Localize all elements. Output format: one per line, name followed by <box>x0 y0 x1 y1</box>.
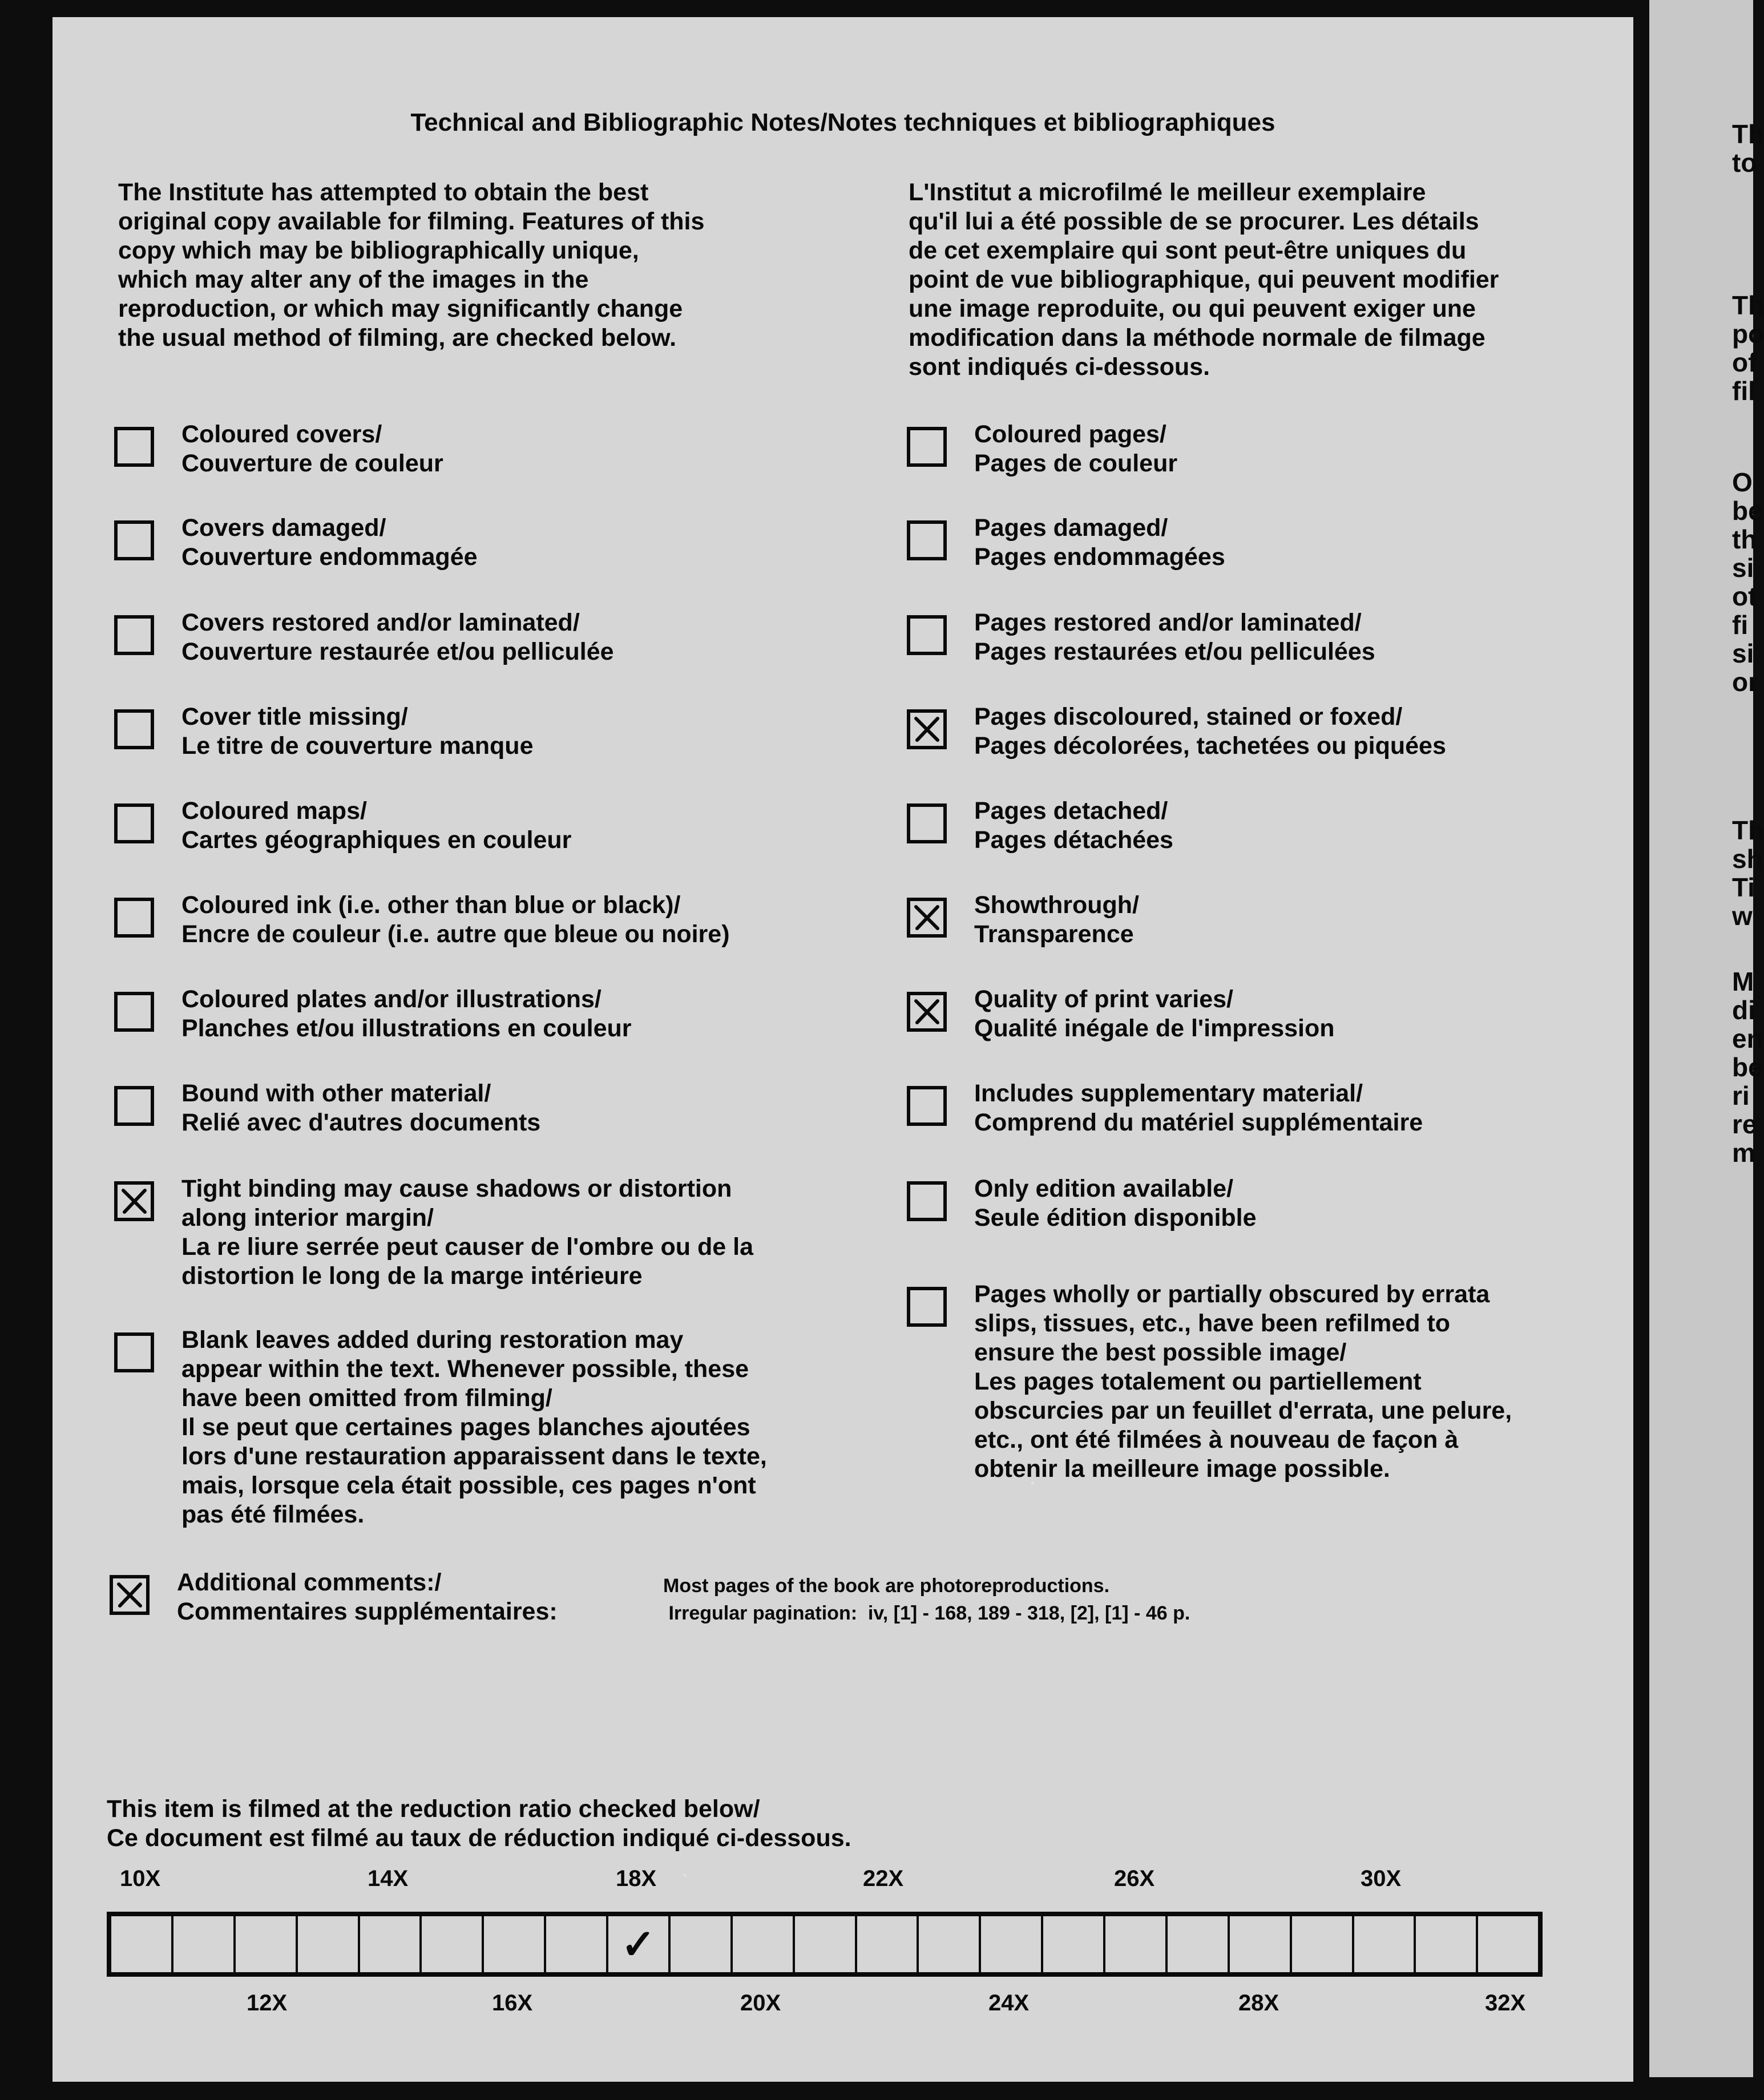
adjacent-page-strip <box>1649 0 1764 2077</box>
reduction-ratio-cell[interactable] <box>298 1916 360 1972</box>
left-item-label: Cover title missing/ Le titre de couverture manque <box>181 703 534 760</box>
adjacent-fragment-4: Th sh Ti w <box>1732 815 1764 931</box>
ratio-label-26x: 26X <box>1114 1866 1155 1891</box>
left-item-checkbox[interactable] <box>114 427 154 467</box>
right-item-checkbox[interactable] <box>907 709 947 749</box>
reduction-ratio-cell[interactable] <box>981 1916 1043 1972</box>
ratio-label-30x: 30X <box>1361 1866 1402 1891</box>
right-item-checkbox[interactable] <box>907 427 947 467</box>
left-item-checkbox[interactable] <box>114 1181 154 1221</box>
intro-french: L'Institut a microfilmé le meilleur exemplaire qu'il lui a été possible de se procurer. Les détails de cet exemplaire qui sont peut-être uniques du point de vue bibliographique, qui peuvent modifier une image reproduite, ou qui peuvent exiger une modification dans la méthode normale de filmage sont indiqués ci-dessous. <box>909 179 1499 381</box>
reduction-ratio-cell[interactable] <box>422 1916 484 1972</box>
reduction-ratio-cell[interactable] <box>857 1916 919 1972</box>
right-item-label: Pages discoloured, stained or foxed/ Pages décolorées, tachetées ou piquées <box>974 703 1446 760</box>
right-item-checkbox[interactable] <box>907 898 947 938</box>
right-item-label: Includes supplementary material/ Comprend du matériel supplémentaire <box>974 1080 1423 1136</box>
page-title: Technical and Bibliographic Notes/Notes techniques et bibliographiques <box>410 108 1275 136</box>
ratio-label-32x: 32X <box>1485 1990 1526 2016</box>
reduction-ratio-cell[interactable] <box>1354 1916 1416 1972</box>
left-item-checkbox[interactable] <box>114 1332 154 1372</box>
reduction-ratio-cell[interactable] <box>1478 1916 1538 1972</box>
ratio-label-24x: 24X <box>988 1990 1030 2016</box>
left-item-checkbox[interactable] <box>114 615 154 655</box>
ratio-label-18x: 18X <box>616 1866 657 1891</box>
ratio-label-20x: 20X <box>740 1990 781 2016</box>
left-item-checkbox[interactable] <box>114 1086 154 1126</box>
reduction-ratio-cell[interactable] <box>1230 1916 1292 1972</box>
right-item-checkbox[interactable] <box>907 803 947 843</box>
left-item-label: Coloured ink (i.e. other than blue or black)/ Encre de couleur (i.e. autre que bleue ou noire) <box>181 891 730 948</box>
reduction-ratio-cell[interactable] <box>1292 1916 1354 1972</box>
right-item-checkbox[interactable] <box>907 992 947 1032</box>
right-item-label: Coloured pages/ Pages de couleur <box>974 421 1178 477</box>
left-item-checkbox[interactable] <box>114 520 154 560</box>
reduction-ratio-cell[interactable] <box>111 1916 173 1972</box>
left-item-checkbox[interactable] <box>114 709 154 749</box>
left-item-label: Coloured maps/ Cartes géographiques en couleur <box>181 797 572 854</box>
reduction-ratio-cell[interactable] <box>671 1916 733 1972</box>
intro-english: The Institute has attempted to obtain the best original copy available for filming. Features of this copy which may be bibliographically unique, which may alter any of the images in the reproduction, or which may significantly change the usual method of filming, are checked below. <box>118 179 705 352</box>
right-item-label: Showthrough/ Transparence <box>974 891 1139 948</box>
right-item-label: Pages wholly or partially obscured by errata slips, tissues, etc., have been refilmed to ensure the best possible image/ Les pages totalement ou partiellement obscurcies par un feuillet d'errata, une pelure, etc., ont été filmées à nouveau de façon à obtenir la meilleure image possible. <box>974 1281 1512 1483</box>
right-item-checkbox[interactable] <box>907 1181 947 1221</box>
right-item-checkbox[interactable] <box>907 520 947 560</box>
reduction-ratio-cell[interactable] <box>236 1916 298 1972</box>
left-item-label: Coloured plates and/or illustrations/ Planches et/ou illustrations en couleur <box>181 986 632 1042</box>
additional-comments-checkbox[interactable] <box>110 1575 150 1615</box>
right-item-checkbox[interactable] <box>907 1086 947 1126</box>
right-item-label: Pages restored and/or laminated/ Pages restaurées et/ou pelliculées <box>974 609 1375 665</box>
left-item-label: Bound with other material/ Relié avec d'autres documents <box>181 1080 541 1136</box>
ratio-label-28x: 28X <box>1238 1990 1279 2016</box>
adjacent-fragment-2: Th po of fil <box>1732 290 1764 406</box>
notes-sheet <box>53 17 1633 2082</box>
left-item-checkbox[interactable] <box>114 992 154 1032</box>
additional-comments-label: Additional comments:/ Commentaires supplémentaires: <box>177 1569 558 1625</box>
right-item-checkbox[interactable] <box>907 1287 947 1327</box>
check-mark-icon: ✓ <box>621 1922 656 1968</box>
reduction-ratio-cell[interactable] <box>1043 1916 1105 1972</box>
ratio-label-14x: 14X <box>368 1866 409 1891</box>
left-item-checkbox[interactable] <box>114 803 154 843</box>
ratio-label-10x: 10X <box>120 1866 161 1891</box>
reduction-ratio-grid <box>107 1912 1543 1977</box>
left-item-checkbox[interactable] <box>114 898 154 938</box>
left-item-label: Covers damaged/ Couverture endommagée <box>181 514 478 571</box>
reduction-ratio-cell[interactable] <box>1416 1916 1478 1972</box>
ratio-label-12x: 12X <box>247 1990 288 2016</box>
right-item-label: Pages damaged/ Pages endommagées <box>974 514 1225 571</box>
reduction-ratio-cell[interactable] <box>919 1916 981 1972</box>
additional-comments-text: Most pages of the book are photoreproductions. Irregular pagination: iv, [1] - 168, 189 - 318, [2], [1] - 46 p. <box>663 1575 1190 1624</box>
right-item-label: Only edition available/ Seule édition disponible <box>974 1175 1257 1231</box>
adjacent-fragment-3: O be th si ot fi si or <box>1732 467 1763 697</box>
right-item-checkbox[interactable] <box>907 615 947 655</box>
left-item-label: Covers restored and/or laminated/ Couverture restaurée et/ou pelliculée <box>181 609 614 665</box>
reduction-ratio-cell[interactable] <box>795 1916 857 1972</box>
left-item-label: Blank leaves added during restoration may appear within the text. Whenever possible, these have been omitted from filming/ Il se peut que certaines pages blanches ajoutées lors d'une restauration apparaissent dans le texte, mais, lorsque cela était possible, ces pages n'ont pas été filmées. <box>181 1326 767 1528</box>
reduction-ratio-cell[interactable] <box>360 1916 422 1972</box>
left-item-label: Tight binding may cause shadows or distortion along interior margin/ La re liure serrée peut causer de l'ombre ou de la distortion le long de la marge intérieure <box>181 1175 753 1290</box>
reduction-ratio-cell[interactable] <box>608 1916 671 1972</box>
ratio-label-16x: 16X <box>492 1990 533 2016</box>
reduction-ratio-cell[interactable] <box>733 1916 795 1972</box>
reduction-ratio-cell[interactable] <box>1168 1916 1230 1972</box>
right-item-label: Quality of print varies/ Qualité inégale de l'impression <box>974 986 1335 1042</box>
right-item-label: Pages detached/ Pages détachées <box>974 797 1173 854</box>
left-item-label: Coloured covers/ Couverture de couleur <box>181 421 443 477</box>
ratio-label-22x: 22X <box>863 1866 904 1891</box>
reduction-ratio-cell[interactable] <box>1105 1916 1168 1972</box>
reduction-ratio-title: This item is filmed at the reduction ratio checked below/ Ce document est filmé au taux de réduction indiqué ci-dessous. <box>107 1795 851 1852</box>
adjacent-fragment-1: Th to <box>1732 119 1764 177</box>
reduction-ratio-cell[interactable] <box>546 1916 608 1972</box>
reduction-ratio-cell[interactable] <box>484 1916 546 1972</box>
adjacent-fragment-5: M di en be ri re m <box>1732 967 1763 1168</box>
reduction-ratio-cell[interactable] <box>173 1916 236 1972</box>
